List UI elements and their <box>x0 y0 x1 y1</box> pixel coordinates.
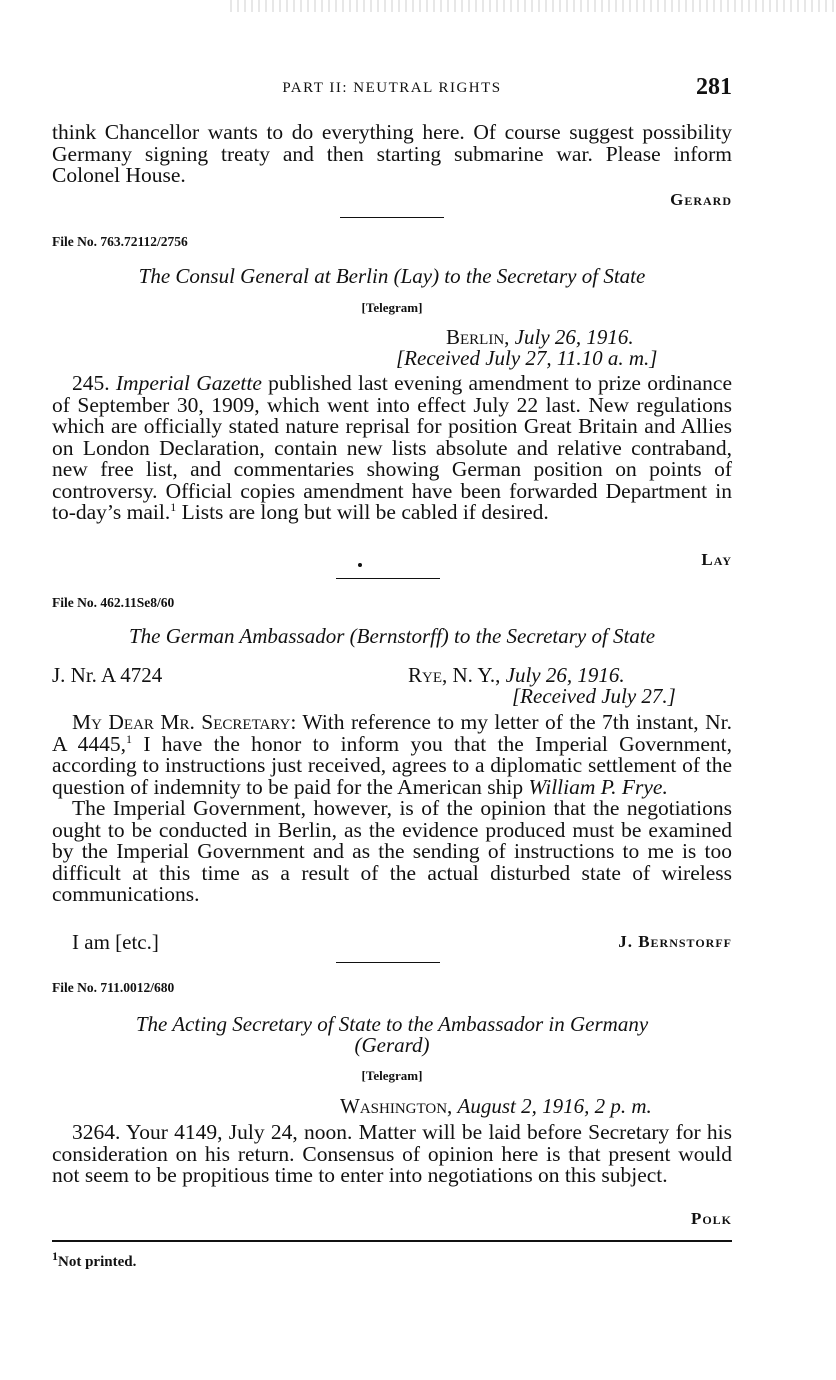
footnote-ref: 1 <box>170 499 177 514</box>
document-title: The Consul General at Berlin (Lay) to the Secretary of State <box>138 264 646 288</box>
paragraph: The Imperial Government, however, is of the opinion that the negotiations ought to be conducted in Berlin, as the evidence produced must be examined by the Imperial Government and as the sending of instructions to me is too difficult at this time as a result of the actual disturbed state of wireless communications. <box>52 796 732 906</box>
paragraph: 3264. Your 4149, July 24, noon. Matter will be laid before Secretary for his consideration on his return. Consensus of opinion here is that present would not seem to be propitious time to enter into negotiations on this subject. <box>52 1120 732 1187</box>
closing: I am [etc.] <box>72 930 159 954</box>
received-text: [Received July 27.] <box>512 684 676 708</box>
received-text: [Received July 27, 11.10 a. m.] <box>396 346 658 370</box>
page-header <box>52 74 732 104</box>
dateline-date: July 26, 1916. <box>514 325 634 349</box>
dateline-place-rest: N. Y., <box>452 663 501 687</box>
signature-lay: Lay <box>701 550 732 569</box>
document-title: The Acting Secretary of State to the Ambassador in Germany <box>135 1012 649 1036</box>
paragraph-number: 245. <box>72 371 110 395</box>
footnote-rule <box>52 1240 732 1242</box>
footnote-ref: 1 <box>126 731 133 746</box>
dateline-date: August 2, 1916, 2 p. m. <box>457 1094 652 1118</box>
paragraph-end: Lists are long but will be cabled if desired. <box>181 500 549 524</box>
scan-noise <box>230 0 836 12</box>
salutation: My Dear Mr. Secretary: <box>72 710 297 734</box>
section-divider <box>340 217 444 218</box>
footnote-text: Not printed. <box>58 1254 137 1270</box>
signature-polk: Polk <box>690 1209 732 1228</box>
paragraph <box>52 712 732 798</box>
dateline <box>340 1094 652 1119</box>
paragraph-text: published last evening amendment to prize ordinance of September 30, 1909, which went into effect July 22 last. New regulations which are officially stated nature reprisal for position Great Britain and Allies on London Declaration, contain new lists absolute and relative contraband, new free list, and commentaries showing German position on points of controversy. Official copies amendment have been forwarded Department in to-day’s mail. <box>52 371 732 524</box>
signature-bernstorff: J. Bernstorff <box>618 932 732 951</box>
paragraph-text: I have the honor to inform you that the Imperial Government, according to instructions just received, agrees to a diplomatic settlement of the question of indemnity to be paid for the American ship <box>52 731 733 799</box>
footnote <box>52 1249 137 1271</box>
file-number: File No. 462.11Se8/60 <box>52 595 175 610</box>
footnote-marker: 1 <box>52 1249 58 1263</box>
received-line <box>396 346 657 371</box>
running-title: PART II: NEUTRAL RIGHTS <box>282 80 502 96</box>
telegram-label: [Telegram] <box>361 300 423 315</box>
signature-gerard: Gerard <box>670 190 732 209</box>
section-divider <box>336 962 440 963</box>
telegram-label: [Telegram] <box>361 1068 423 1083</box>
paragraph <box>52 373 732 524</box>
continuation-paragraph: think Chancellor wants to do everything here. Of course suggest possibility Germany signing treaty and then starting submarine war. Please inform Colonel House. <box>52 120 732 187</box>
dateline-place: Berlin, <box>446 325 510 349</box>
file-number: File No. 763.72112/2756 <box>52 234 188 249</box>
document-body <box>52 712 732 906</box>
dateline-place: Washington, <box>340 1094 453 1118</box>
scan-dot <box>358 563 362 567</box>
continuation-text <box>52 122 732 187</box>
file-number: File No. 711.0012/680 <box>52 980 175 995</box>
reference-number: J. Nr. A 4724 <box>52 663 163 687</box>
document-title: The German Ambassador (Bernstorff) to the Secretary of State <box>128 624 656 648</box>
document-body <box>52 1122 732 1187</box>
dateline-place: Rye, <box>408 663 448 687</box>
document-title-line2: (Gerard) <box>354 1033 430 1057</box>
ship-name: William P. Frye. <box>528 774 668 799</box>
received-line <box>512 684 676 709</box>
page-number: 281 <box>696 74 732 100</box>
paragraph-italic: Imperial Gazette <box>115 371 262 395</box>
dateline-date: July 26, 1916. <box>505 663 625 687</box>
paragraph-text: With reference to my letter of the 7th instant, Nr. A 4445, <box>52 710 732 756</box>
document-body <box>52 373 732 524</box>
section-divider <box>336 578 440 579</box>
